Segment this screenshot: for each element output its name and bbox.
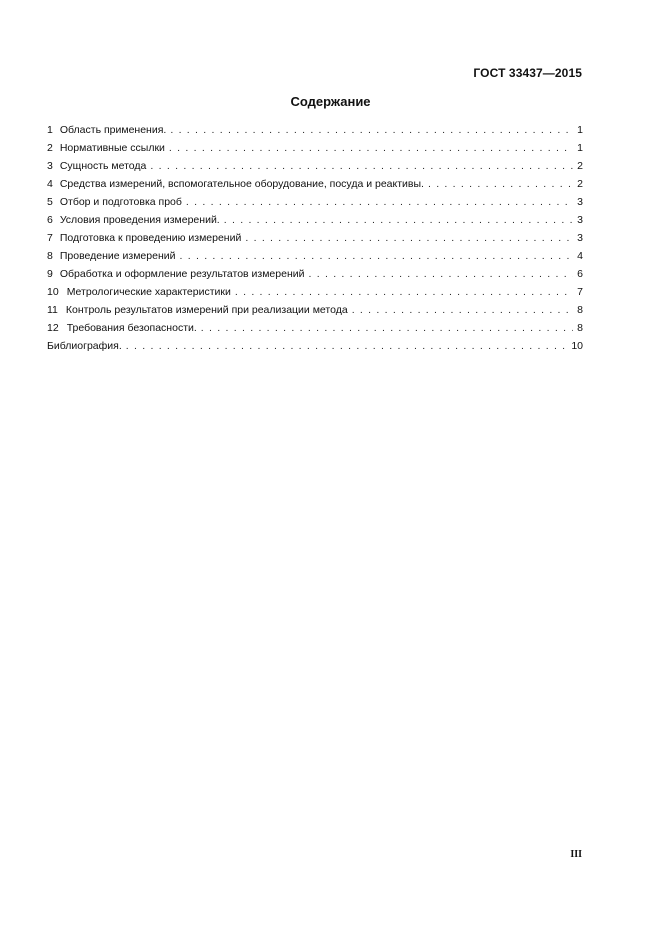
dot-leader (186, 193, 573, 211)
toc-entry-number: 11 (47, 304, 58, 316)
toc-entry-title: Метрологические характеристики (66, 286, 231, 298)
dot-leader (201, 319, 573, 337)
dot-leader (428, 175, 573, 193)
toc-entry-number: 6 (47, 214, 53, 226)
toc-entry-6[interactable] (47, 211, 583, 229)
toc-entry-number: 4 (47, 178, 53, 190)
toc-entry-page: 2 (577, 178, 583, 190)
toc-entry-title: Нормативные ссылки (59, 142, 165, 154)
toc-entry-page: 8 (577, 304, 583, 316)
toc-entry-title: Отбор и подготовка проб (59, 196, 182, 208)
toc-entry-title: Библиография. (47, 340, 122, 352)
toc-entry-page: 1 (577, 142, 583, 154)
dot-leader (169, 139, 573, 157)
toc-entry-5[interactable] (47, 193, 583, 211)
table-of-contents (47, 121, 583, 355)
toc-entry-10[interactable] (47, 283, 583, 301)
toc-entry-title: Обработка и оформление результатов измерений (59, 268, 305, 280)
toc-entry-number: 2 (47, 142, 53, 154)
toc-entry-4[interactable] (47, 175, 583, 193)
toc-entry-8[interactable] (47, 247, 583, 265)
toc-entry-1[interactable] (47, 121, 583, 139)
dot-leader (179, 247, 573, 265)
toc-entry-page: 2 (577, 160, 583, 172)
toc-entry-number: 12 (47, 322, 59, 334)
toc-entry-page: 1 (577, 124, 583, 136)
toc-entry-number: 3 (47, 160, 53, 172)
toc-entry-title: Контроль результатов измерений при реализации метода (65, 304, 348, 316)
toc-entry-3[interactable] (47, 157, 583, 175)
toc-entry-title: Подготовка к проведению измерений (59, 232, 242, 244)
dot-leader (308, 265, 573, 283)
toc-entry-number: 5 (47, 196, 53, 208)
toc-entry-page: 3 (577, 196, 583, 208)
page-number: III (570, 849, 582, 860)
toc-entry-page: 8 (577, 322, 583, 334)
dot-leader (150, 157, 573, 175)
toc-entry-number: 1 (47, 124, 53, 136)
toc-entry-7[interactable] (47, 229, 583, 247)
toc-entry-page: 10 (571, 340, 583, 352)
toc-entry-title: Проведение измерений (59, 250, 176, 262)
toc-entry-page: 3 (577, 214, 583, 226)
toc-entry-title: Требования безопасности. (66, 322, 197, 334)
toc-entry-number: 9 (47, 268, 53, 280)
dot-leader (224, 211, 573, 229)
toc-entry-title: Сущность метода (59, 160, 147, 172)
dot-leader (170, 121, 573, 139)
toc-entry-number: 7 (47, 232, 53, 244)
dot-leader (352, 301, 573, 319)
toc-title: Содержание (290, 94, 371, 109)
toc-entry-bibliography[interactable] (47, 337, 583, 355)
toc-entry-number: 8 (47, 250, 53, 262)
toc-entry-page: 7 (577, 286, 583, 298)
toc-entry-page: 6 (577, 268, 583, 280)
toc-entry-title: Средства измерений, вспомогательное оборудование, посуда и реактивы. (59, 178, 424, 190)
dot-leader (126, 337, 568, 355)
toc-entry-page: 3 (577, 232, 583, 244)
toc-entry-page: 4 (577, 250, 583, 262)
dot-leader (245, 229, 573, 247)
toc-entry-9[interactable] (47, 265, 583, 283)
toc-entry-title: Условия проведения измерений. (59, 214, 220, 226)
toc-entry-2[interactable] (47, 139, 583, 157)
toc-entry-title: Область применения. (59, 124, 167, 136)
standard-code: ГОСТ 33437—2015 (473, 66, 582, 80)
dot-leader (235, 283, 573, 301)
toc-entry-11[interactable] (47, 301, 583, 319)
toc-entry-12[interactable] (47, 319, 583, 337)
toc-entry-number: 10 (47, 286, 59, 298)
